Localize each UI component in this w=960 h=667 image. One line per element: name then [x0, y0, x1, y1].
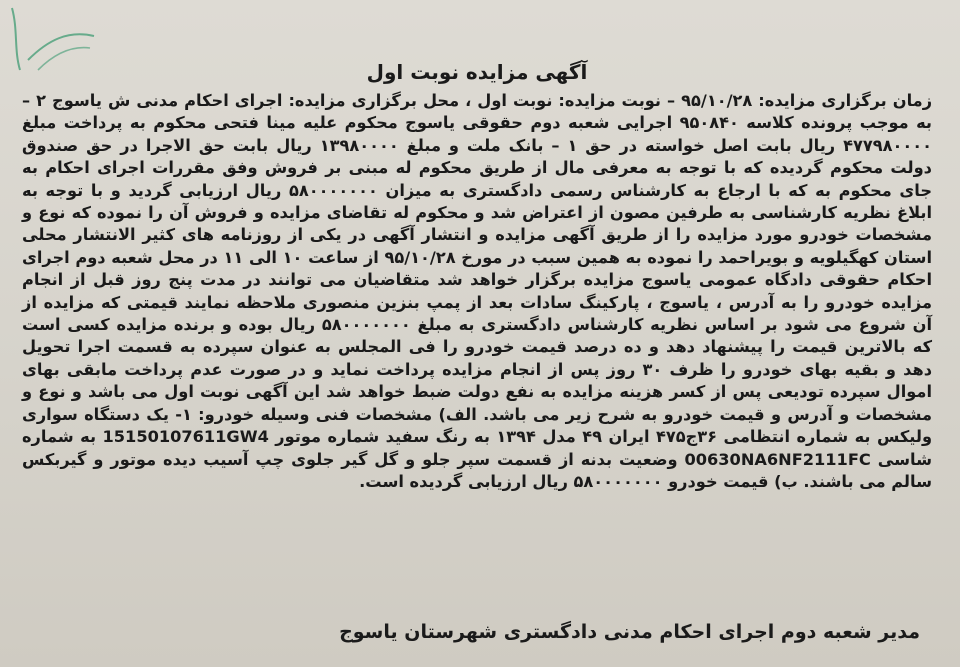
notice-title: آگهی مزایده نوبت اول	[366, 60, 588, 84]
auction-notice	[22, 58, 932, 493]
notice-signature: مدیر شعبه دوم اجرای احکام مدنی دادگستری شهرستان یاسوج	[339, 621, 920, 643]
notice-body: زمان برگزاری مزایده: ۹۵/۱۰/۲۸ – نوبت مزایده: نوبت اول ، محل برگزاری مزایده: اجرای احکام مدنی ش یاسوج ۲ – به موجب پرونده کلاسه ۹۵۰۸۴۰ اجرایی شعبه دوم حقوقی یاسوج محکوم علیه مینا فتحی محکوم به پرداخت مبلغ ۴۷۷۹۸۰۰۰۰ ریال بابت اصل خواسته در حق ۱ – بانک ملت و مبلغ ۱۳۹۸۰۰۰۰ ریال بابت حق الاجرا در حق صندوق دولت محکوم گردیده که با توجه به معرفی مال از طریق محکوم له مبنی بر فروش وفق مقررات اجرای احکام به جای محکوم به که با ارجاع به کارشناس رسمی دادگستری به میزان ۵۸۰۰۰۰۰۰۰ ریال ارزیابی گردید و با توجه به ابلاغ نظریه کارشناسی به طرفین مصون از اعتراض شد و محکوم له تقاضای مزایده و فروش آن را نموده که نوع و مشخصات خودرو مورد مزایده را از طریق آگهی مزایده و انتشار آگهی در یکی از روزنامه های کثیر الانتشار محلی استان کهگیلویه و بویراحمد را نموده به همین سبب در مورخ ۹۵/۱۰/۲۸ از ساعت ۱۰ الی ۱۱ در محل شعبه دوم اجرای احکام حقوقی دادگاه عمومی یاسوج مزایده برگزار خواهد شد متقاضیان می توانند در مدت پنج روز قبل از انجام مزایده خودرو را به آدرس ، یاسوج ، پارکینگ سادات بعد از پمپ بنزین منصوری ملاحظه نمایند قیمتی که مزایده از آن شروع می شود بر اساس نظریه کارشناس دادگستری به مبلغ ۵۸۰۰۰۰۰۰۰ ریال بوده و برنده مزایده کسی است که بالاترین قیمت را پیشنهاد دهد و ده درصد قیمت خودرو را فی المجلس به عنوان سپرده به قسمت اجرا تحویل دهد و بقیه بهای خودرو را ظرف ۳۰ روز پس از انجام مزایده پرداخت نماید و در صورت عدم پرداخت مابقی بهای اموال سپرده تودیعی پس از کسر هزینه مزایده به نفع دولت ضبط خواهد شد این آگهی نوبت اول می باشد و نوع و مشخصات و آدرس و قیمت خودرو به شرح زیر می باشد. الف) مشخصات فنی وسیله خودرو: ۱- یک دستگاه سواری ولیکس به شماره انتظامی ۳۶ج۴۷۵ ایران ۴۹ مدل ۱۳۹۴ به رنگ سفید شماره موتور 15150107611GW4 به شماره شاسی 00630NA6NF2111FC وضعیت بدنه از قسمت سپر جلو و گل گیر جلوی چپ آسیب دیده موتور و گیربکس سالم می باشند. ب) قیمت خودرو ۵۸۰۰۰۰۰۰۰ ریال ارزیابی گردیده است.	[22, 91, 933, 491]
